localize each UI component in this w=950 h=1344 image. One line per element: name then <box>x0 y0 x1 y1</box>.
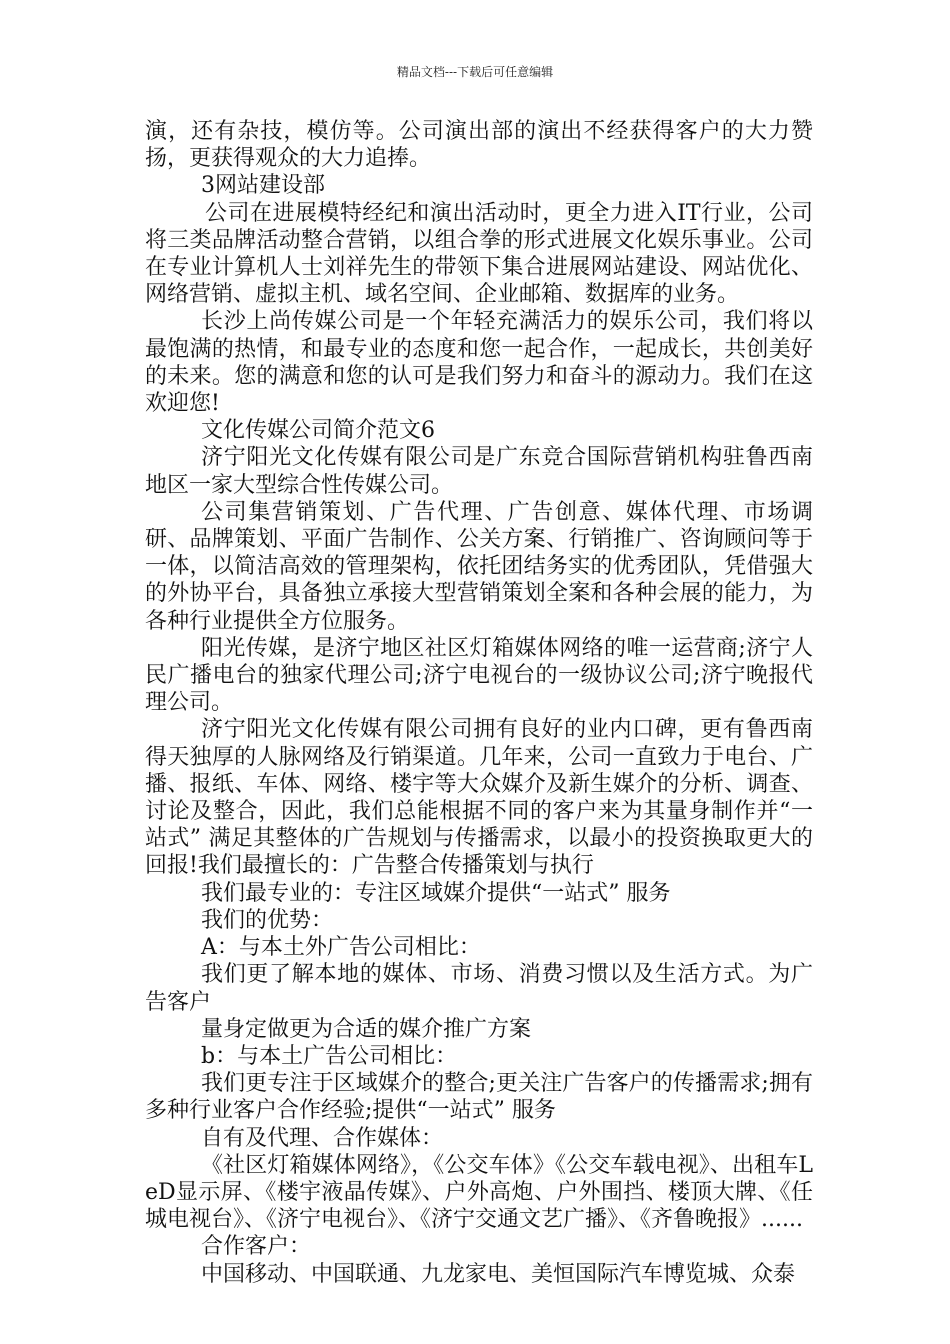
paragraph: 长沙上尚传媒公司是一个年轻充满活力的娱乐公司，我们将以最饱满的热情，和最专业的态度和您一起合作，一起成长，共创美好的未来。您的满意和您的认可是我们努力和奋斗的源动力。我们在这欢迎您! <box>145 309 813 417</box>
paragraph: 演，还有杂技，模仿等。公司演出部的演出不经获得客户的大力赞扬，更获得观众的大力追捧。 <box>145 119 813 172</box>
document-body <box>145 118 813 1288</box>
paragraph: 公司集营销策划、广告代理、广告创意、媒体代理、市场调研、品牌策划、平面广告制作、公关方案、行销推广、咨询顾问等于一体，以简洁高效的管理架构，依托团结务实的优秀团队，凭借强大的外协平台，具备独立承接大型营销策划全案和各种会展的能力，为各种行业提供全方位服务。 <box>145 499 813 634</box>
paragraph: A：与本土外广告公司相比： <box>201 935 481 961</box>
paragraph: 中国移动、中国联通、九龙家电、美恒国际汽车博览城、众泰 <box>201 1261 796 1287</box>
paragraph: 自有及代理、合作媒体： <box>201 1125 444 1151</box>
paragraph: 合作客户： <box>201 1234 312 1260</box>
paragraph: 《社区灯箱媒体网络》，《公交车体》《公交车载电视》、出租车LeD显示屏、《楼宇液晶传媒》、户外高炮、户外围挡、楼顶大牌、《任城电视台》、《济宁电视台》、《济宁交通文艺广播》、《齐鲁晚报》...... <box>145 1152 813 1233</box>
section-heading: 文化传媒公司简介范文6 <box>201 418 435 444</box>
paragraph: 量身定做更为合适的媒介推广方案 <box>201 1016 532 1042</box>
paragraph: 我们更专注于区域媒介的整合;更关注广告客户的传播需求;拥有多种行业客户合作经验;提供“一站式” 服务 <box>145 1071 813 1124</box>
paragraph: 我们最专业的：专注区域媒介提供“一站式” 服务 <box>201 880 671 906</box>
paragraph: 济宁阳光文化传媒有限公司是广东竞合国际营销机构驻鲁西南地区一家大型综合性传媒公司。 <box>145 445 813 498</box>
paragraph: 阳光传媒，是济宁地区社区灯箱媒体网络的唯一运营商;济宁人民广播电台的独家代理公司;济宁电视台的一级协议公司;济宁晚报代理公司。 <box>145 635 813 716</box>
paragraph: 济宁阳光文化传媒有限公司拥有良好的业内口碑，更有鲁西南得天独厚的人脉网络及行销渠道。几年来，公司一直致力于电台、广播、报纸、车体、网络、楼宇等大众媒介及新生媒介的分析、调查、讨论及整合，因此，我们总能根据不同的客户来为其量身制作并“一站式” 满足其整体的广告规划与传播需求，以最小的投资换取更大的回报!我们最擅长的：广告整合传播策划与执行 <box>145 717 813 879</box>
paragraph: 我们的优势： <box>201 907 334 933</box>
paragraph: b：与本土广告公司相比： <box>201 1043 458 1069</box>
paragraph: 公司在进展模特经纪和演出活动时，更全力进入IT行业，公司将三类品牌活动整合营销，以组合拳的形式进展文化娱乐事业。公司在专业计算机人士刘祥先生的带领下集合进展网站建设、网站优化、网络营销、虚拟主机、域名空间、企业邮箱、数据库的业务。 <box>145 200 813 308</box>
paragraph: 我们更了解本地的媒体、市场、消费习惯以及生活方式。为广告客户 <box>145 962 813 1015</box>
page-header: 精品文档---下载后可任意编辑 <box>396 65 554 79</box>
section-heading: 3网站建设部 <box>201 173 325 199</box>
